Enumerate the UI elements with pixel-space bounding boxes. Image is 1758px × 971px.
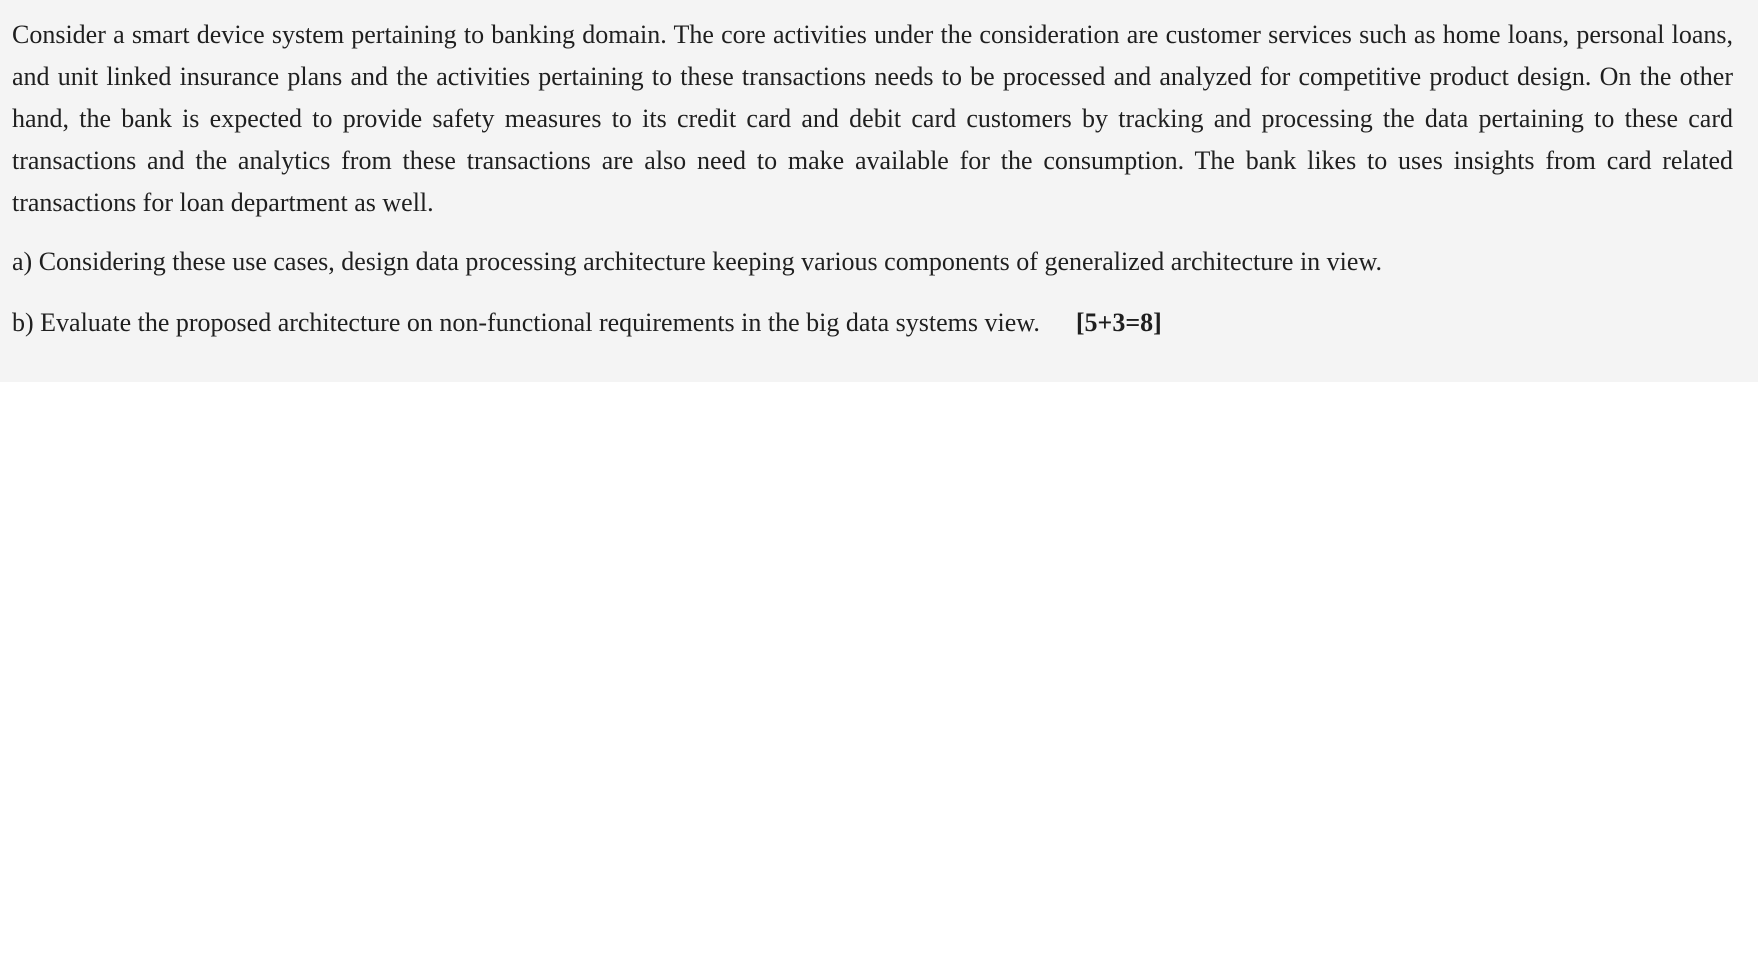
question-part-b-text: b) Evaluate the proposed architecture on non-functional requirements in the big data systems view. bbox=[12, 308, 1040, 337]
question-part-b bbox=[12, 302, 1733, 344]
question-panel bbox=[0, 0, 1758, 382]
question-intro: Consider a smart device system pertaining to banking domain. The core activities under the consideration are customer services such as home loans, personal loans, and unit linked insurance plans and the activities pertaining to these transactions needs to be processed and analyzed for competitive product design. On the other hand, the bank is expected to provide safety measures to its credit card and debit card customers by tracking and processing the data pertaining to these card transactions and the analytics from these transactions are also need to make available for the consumption. The bank likes to uses insights from card related transactions for loan department as well. bbox=[12, 20, 1733, 217]
marks-label: [5+3=8] bbox=[1075, 308, 1162, 337]
question-part-a: a) Considering these use cases, design data processing architecture keeping various components of generalized architecture in view. bbox=[12, 247, 1383, 276]
